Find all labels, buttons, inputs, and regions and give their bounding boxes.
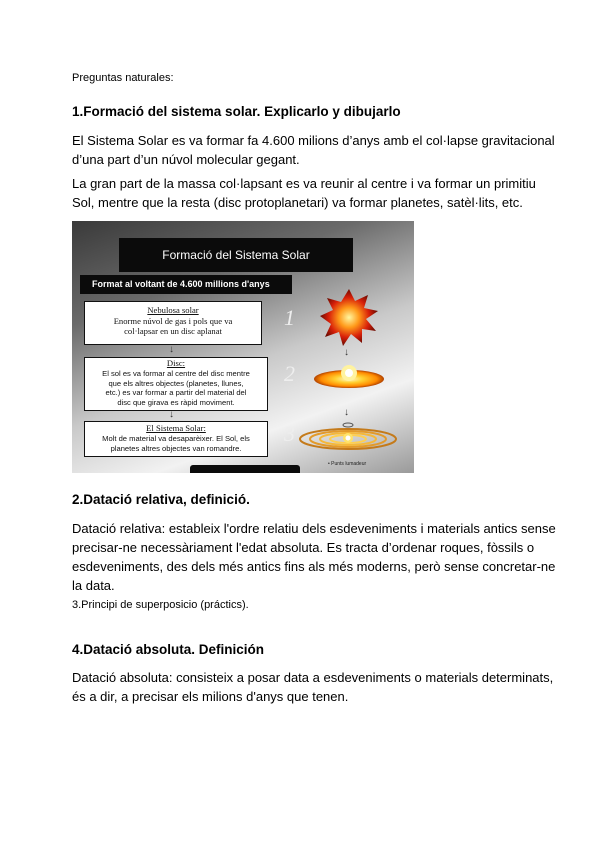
q4-line-2: és a dir, a precisar els milions d'anys que tenen. <box>72 689 349 704</box>
step-1-box <box>84 301 262 345</box>
q1-p1-line-2: d’una part d’un núvol molecular gegant. <box>72 152 300 167</box>
q2-heading: 2.Datació relativa, definició. <box>72 492 250 507</box>
q1-paragraph-2 <box>72 174 536 212</box>
q4-heading: 4.Datació absoluta. Definición <box>72 642 265 657</box>
q2-line-1: Datació relativa: estableix l'ordre relatiu dels esdeveniments i materials antics sense <box>72 521 556 536</box>
step-3-title: El Sistema Solar: <box>146 423 206 433</box>
q1-heading: 1.Formació del sistema solar. Explicarlo y dibujarlo <box>72 104 401 119</box>
q1-p1-line-1: El Sistema Solar es va formar fa 4.600 milions d’anys amb el col·lapse gravitacional <box>72 133 555 148</box>
nebula-illustration <box>318 287 380 349</box>
step-1-number: 1 <box>284 305 295 330</box>
step-2-line-3: etc.) es var formar a partir del material del <box>105 388 247 398</box>
q3-text: 3.Principi de superposicio (práctics). <box>72 599 249 611</box>
solar-system-formation-figure <box>72 221 414 473</box>
step-3-line-2: planetes altres objectes van romandre. <box>110 443 242 453</box>
disc-illustration <box>312 359 386 393</box>
intro-label: Preguntas naturales: <box>72 72 174 84</box>
step-2-title: Disc: <box>166 358 186 368</box>
figure-bottom-bar <box>190 465 300 473</box>
q2-paragraph <box>72 519 556 595</box>
q4-paragraph <box>72 668 553 706</box>
solar-system-illustration <box>298 419 398 453</box>
step-2-line-4: disc que girava es ràpid moviment. <box>117 398 235 408</box>
arrow-down-icon: ↓ <box>344 347 349 358</box>
q1-p2-line-2: Sol, mentre que la resta (disc protoplanetari) va formar planetes, satèl·lits, etc. <box>72 195 523 210</box>
step-1-title: Nebulosa solar <box>147 305 199 315</box>
figure-credit: • Punts lumadeur <box>328 461 367 467</box>
step-2-line-1: El sol es va formar al centre del disc mentre <box>102 368 250 378</box>
step-2-number: 2 <box>284 361 295 386</box>
arrow-down-icon: ↓ <box>169 409 174 420</box>
step-1-line-1: Enorme núvol de gas i pols que va <box>113 315 233 326</box>
step-2-box <box>84 357 268 411</box>
arrow-down-icon: ↓ <box>169 344 174 355</box>
q2-line-3: esdeveniments, des dels més antics fins als més moderns, però sense concretar-ne <box>72 559 556 574</box>
q1-paragraph-1 <box>72 131 555 169</box>
arrow-down-icon: ↓ <box>344 407 349 418</box>
step-3-number: 3 <box>284 421 295 446</box>
q1-p2-line-1: La gran part de la massa col·lapsant es va reunir al centre i va formar un primitiu <box>72 176 536 191</box>
q2-line-4: la data. <box>72 578 115 593</box>
q4-line-1: Datació absoluta: consisteix a posar data a esdeveniments o materials determinats, <box>72 670 554 685</box>
step-2-line-2: que els altres objectes (planetes, llunes, <box>108 378 244 388</box>
step-1-line-2: col·lapsar en un disc aplanat <box>124 326 222 336</box>
figure-subtitle: Format al voltant de 4.600 millions d'anys <box>80 275 292 294</box>
step-3-line-1: Molt de material va desaparèixer. El Sol, els <box>102 433 250 443</box>
figure-title: Formació del Sistema Solar <box>119 238 353 272</box>
q2-line-2: precisar-ne necessàriament l'edat absoluta. Es tracta d’ordenar roques, fòssils o <box>72 540 535 555</box>
step-3-box <box>84 421 268 457</box>
